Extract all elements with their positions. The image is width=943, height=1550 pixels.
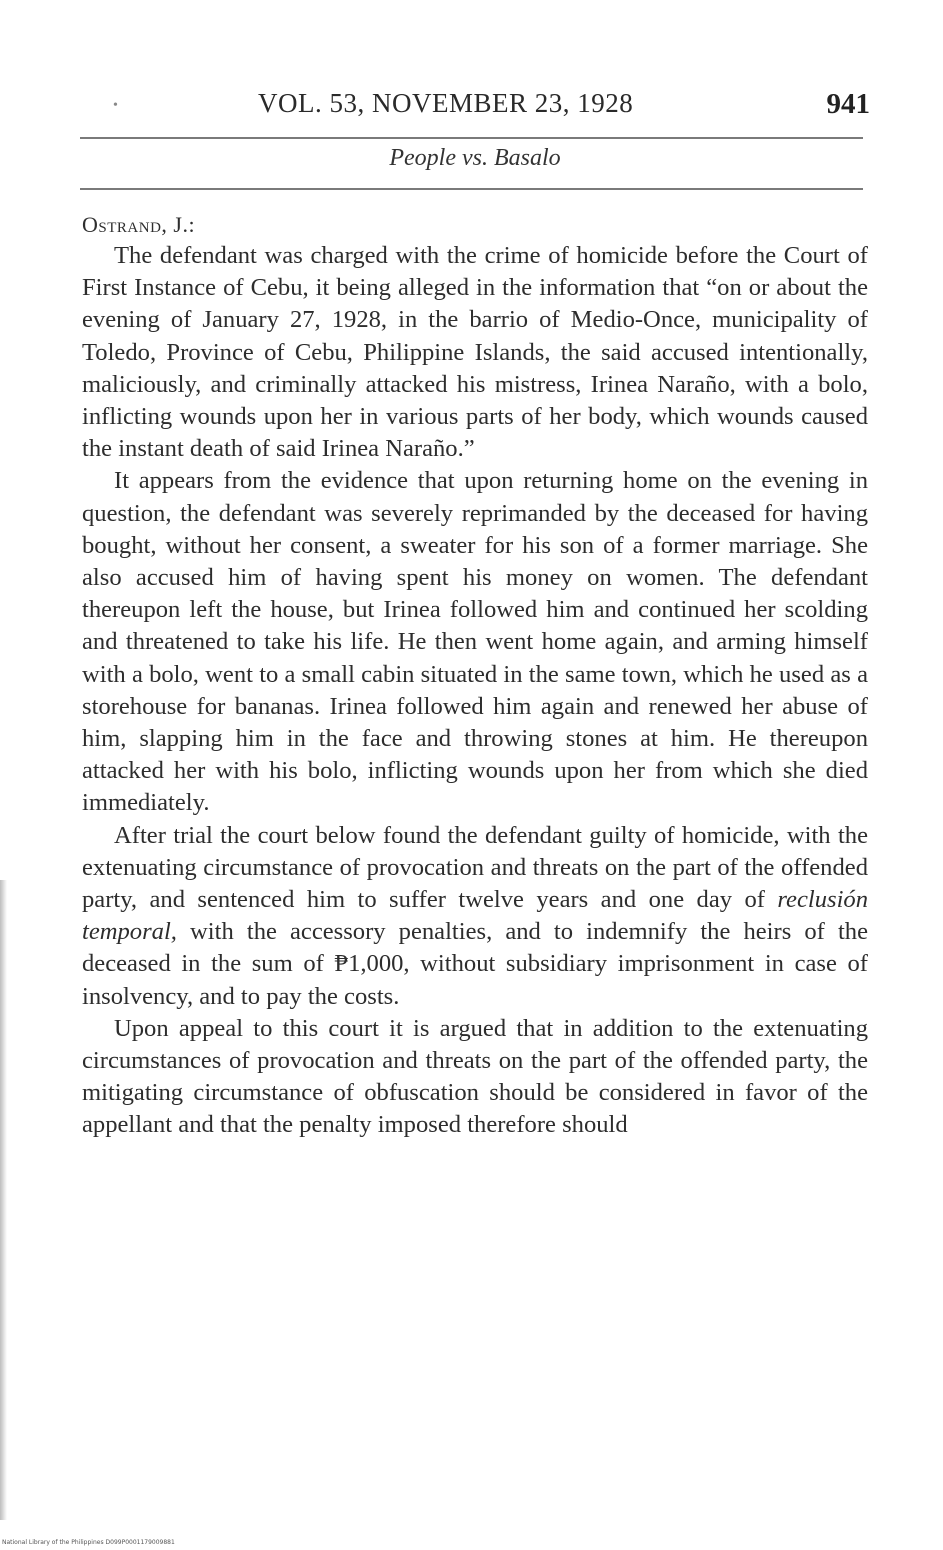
header-rule-bottom	[80, 188, 863, 190]
case-title: People vs. Basalo	[389, 145, 561, 171]
page-gutter-shadow	[0, 880, 7, 1520]
volume-date-heading: VOL. 53, NOVEMBER 23, 1928	[258, 88, 634, 118]
running-head	[80, 88, 870, 128]
italic-term: reclusión temporal,	[82, 886, 868, 946]
margin-marker: •	[113, 98, 118, 113]
page-number: 941	[826, 88, 870, 120]
footer-id: D099P0001179009881	[105, 1539, 175, 1546]
scan-footer	[2, 1539, 175, 1546]
opinion-author: Ostrand, J.:	[82, 212, 196, 237]
paragraph: It appears from the evidence that upon returning home on the evening in question, the defendant was severely reprimanded by the deceased for having bought, without her consent, a sweater for his son of a former marriage. She also accused him of having spent his money on women. The defendant thereupon left the house, but Irinea followed him and continued her scolding and threatened to take his life. He then went home again, and arming himself with a bolo, went to a small cabin situated in the same town, which he used as a storehouse for bananas. Irinea followed him again and renewed her abuse of him, slapping him in the face and throwing stones at him. He thereupon attacked her with his bolo, inflicting wounds upon her from which she died immediately.	[82, 467, 868, 817]
paragraph: The defendant was charged with the crime of homicide before the Court of First Instance of Cebu, it being alleged in the information that “on or about the evening of January 27, 1928, in the barrio of Medio-Once, municipality of Toledo, Province of Cebu, Philippine Islands, the said accused intentionally, maliciously, and criminally attacked his mistress, Irinea Naraño, with a bolo, inflicting wounds upon her in various parts of her body, which wounds caused the instant death of said Irinea Naraño.”	[82, 242, 868, 463]
footer-source: National Library of the Philippines	[2, 1539, 104, 1546]
paragraph-text: After trial the court below found the defendant guilty of homicide, with the extenuating circumstance of provocation and threats on the part of the offended party, and sentenced him to suffer twelve years and one day of	[82, 821, 868, 914]
opinion-body	[82, 240, 868, 1142]
header-rule-top	[80, 137, 863, 139]
paragraph	[82, 820, 868, 1013]
paragraph: Upon appeal to this court it is argued that in addition to the extenuating circumstances of provocation and threats on the part of the offended party, the mitigating circumstance of obfuscation should be considered in favor of the appellant and that the penalty imposed therefore should	[82, 1014, 868, 1139]
paragraph-text: with the accessory penalties, and to indemnify the heirs of the deceased in the sum of ₱1,000, without subsidiary imprisonment in case of insolvency, and to pay the costs.	[82, 918, 868, 1010]
